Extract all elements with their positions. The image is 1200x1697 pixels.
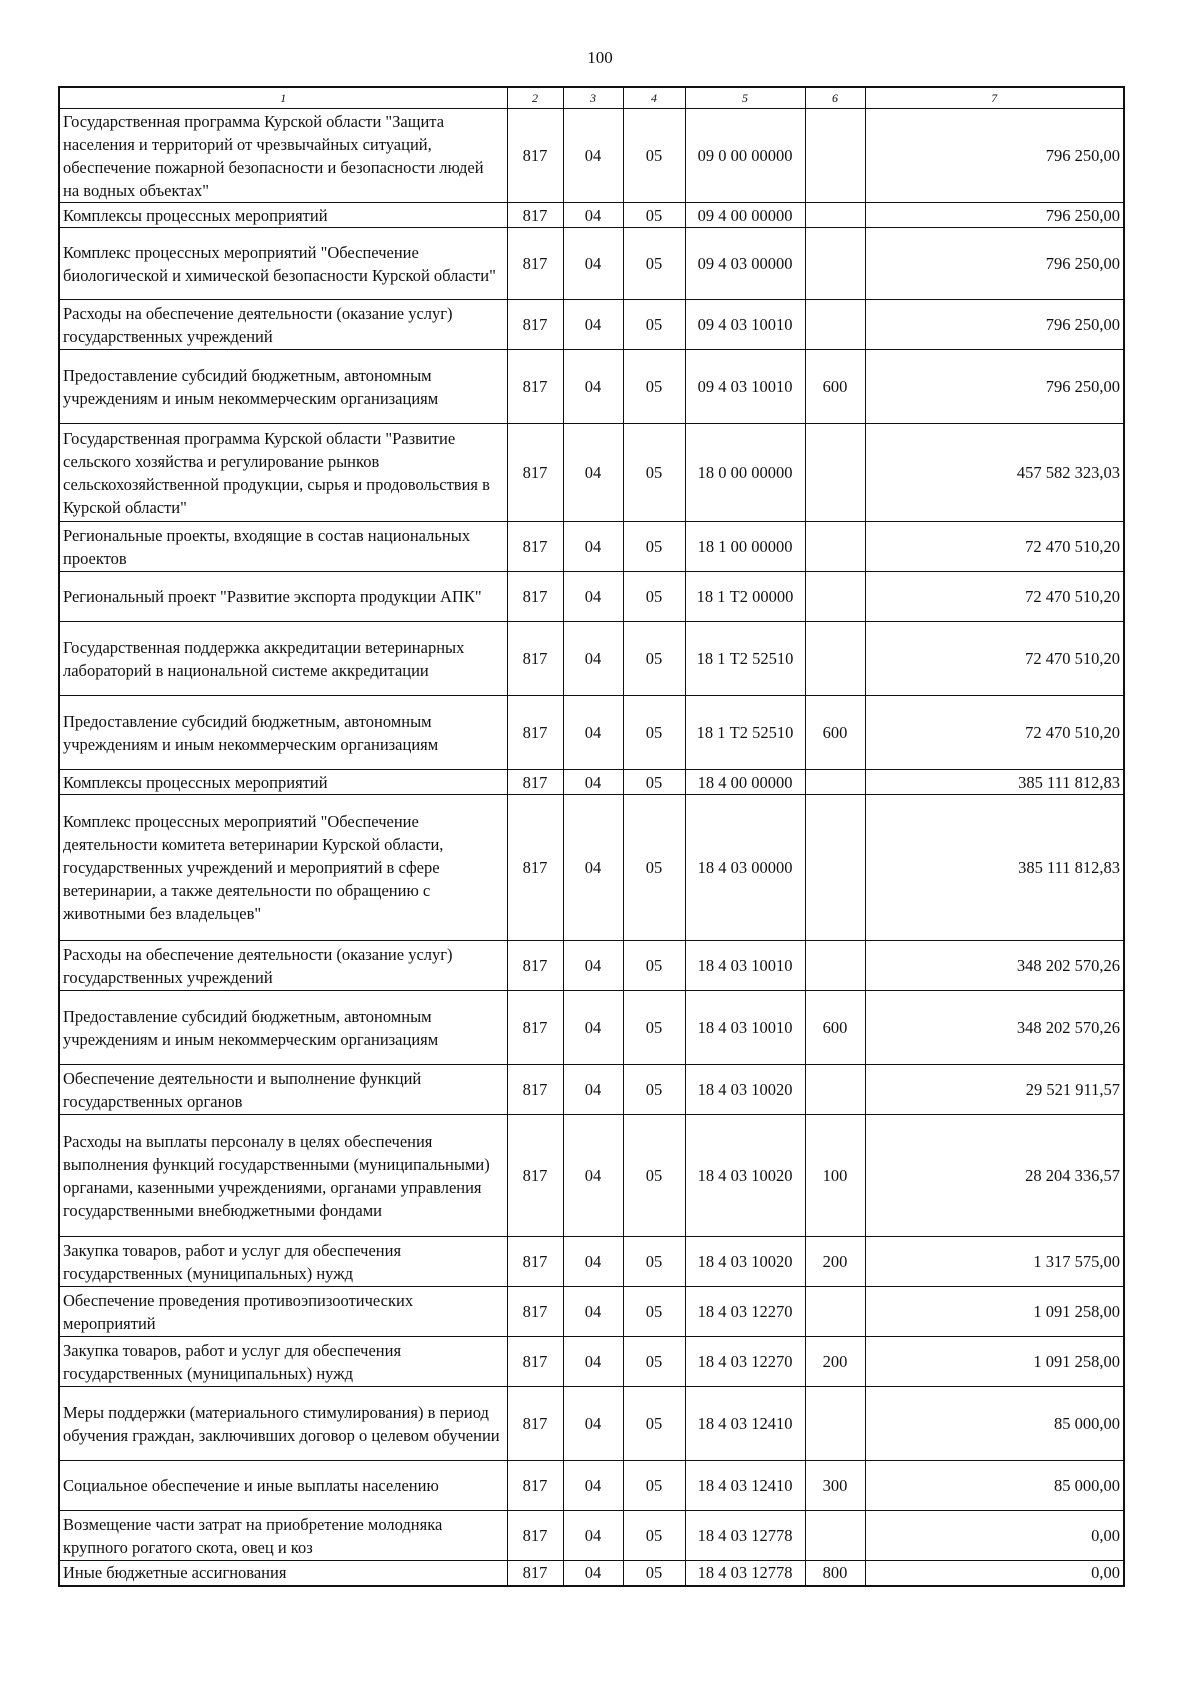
row-name: Предоставление субсидий бюджетным, автономным учреждениям и иным некоммерческим организациям bbox=[59, 350, 507, 424]
row-grbs: 817 bbox=[507, 991, 563, 1065]
row-csr: 18 4 03 00000 bbox=[685, 795, 805, 941]
row-rz: 04 bbox=[563, 1561, 623, 1586]
row-grbs: 817 bbox=[507, 1511, 563, 1561]
row-name: Комплексы процессных мероприятий bbox=[59, 770, 507, 795]
row-name: Возмещение части затрат на приобретение молодняка крупного рогатого скота, овец и коз bbox=[59, 1511, 507, 1561]
row-rz: 04 bbox=[563, 1065, 623, 1115]
row-csr: 18 4 03 10010 bbox=[685, 941, 805, 991]
row-name: Государственная поддержка аккредитации ветеринарных лабораторий в национальной системе аккредитации bbox=[59, 622, 507, 696]
row-pr: 05 bbox=[623, 941, 685, 991]
row-grbs: 817 bbox=[507, 1065, 563, 1115]
row-csr: 18 4 03 12778 bbox=[685, 1561, 805, 1586]
row-vr bbox=[805, 424, 865, 522]
row-rz: 04 bbox=[563, 109, 623, 203]
table-row bbox=[59, 1337, 1124, 1387]
row-grbs: 817 bbox=[507, 622, 563, 696]
row-rz: 04 bbox=[563, 228, 623, 300]
budget-table bbox=[58, 86, 1125, 1587]
row-amount: 0,00 bbox=[865, 1561, 1124, 1586]
row-csr: 18 4 03 12410 bbox=[685, 1387, 805, 1461]
table-row bbox=[59, 1115, 1124, 1237]
header-col-3: 3 bbox=[563, 87, 623, 109]
row-pr: 05 bbox=[623, 1387, 685, 1461]
header-col-7: 7 bbox=[865, 87, 1124, 109]
row-name: Обеспечение деятельности и выполнение функций государственных органов bbox=[59, 1065, 507, 1115]
row-csr: 09 4 03 10010 bbox=[685, 300, 805, 350]
row-name: Предоставление субсидий бюджетным, автономным учреждениям и иным некоммерческим организациям bbox=[59, 991, 507, 1065]
row-csr: 18 1 Т2 52510 bbox=[685, 622, 805, 696]
row-csr: 09 4 00 00000 bbox=[685, 203, 805, 228]
row-vr bbox=[805, 622, 865, 696]
table-row bbox=[59, 572, 1124, 622]
row-pr: 05 bbox=[623, 622, 685, 696]
row-name: Региональный проект "Развитие экспорта продукции АПК" bbox=[59, 572, 507, 622]
row-rz: 04 bbox=[563, 1387, 623, 1461]
row-csr: 18 4 03 10020 bbox=[685, 1115, 805, 1237]
row-pr: 05 bbox=[623, 203, 685, 228]
row-vr bbox=[805, 228, 865, 300]
row-csr: 09 4 03 10010 bbox=[685, 350, 805, 424]
row-name: Меры поддержки (материального стимулирования) в период обучения граждан, заключивших договор о целевом обучении bbox=[59, 1387, 507, 1461]
table-row bbox=[59, 795, 1124, 941]
header-col-1: 1 bbox=[59, 87, 507, 109]
row-grbs: 817 bbox=[507, 203, 563, 228]
row-amount: 72 470 510,20 bbox=[865, 622, 1124, 696]
header-col-6: 6 bbox=[805, 87, 865, 109]
row-rz: 04 bbox=[563, 941, 623, 991]
row-pr: 05 bbox=[623, 228, 685, 300]
row-vr bbox=[805, 203, 865, 228]
row-vr bbox=[805, 1511, 865, 1561]
row-rz: 04 bbox=[563, 1337, 623, 1387]
row-vr bbox=[805, 1387, 865, 1461]
table-row bbox=[59, 424, 1124, 522]
row-vr bbox=[805, 795, 865, 941]
row-name: Закупка товаров, работ и услуг для обеспечения государственных (муниципальных) нужд bbox=[59, 1337, 507, 1387]
row-rz: 04 bbox=[563, 203, 623, 228]
row-csr: 18 4 03 12270 bbox=[685, 1337, 805, 1387]
table-row bbox=[59, 1511, 1124, 1561]
row-amount: 796 250,00 bbox=[865, 109, 1124, 203]
row-vr: 200 bbox=[805, 1237, 865, 1287]
row-name: Обеспечение проведения противоэпизоотических мероприятий bbox=[59, 1287, 507, 1337]
row-name: Государственная программа Курской области "Защита населения и территорий от чрезвычайных ситуаций, обеспечение пожарной безопасности и безопасности людей на водных объектах" bbox=[59, 109, 507, 203]
row-amount: 72 470 510,20 bbox=[865, 572, 1124, 622]
row-name: Комплекс процессных мероприятий "Обеспечение деятельности комитета ветеринарии Курской области, государственных учреждений и мероприятий в сфере ветеринарии, а также деятельности по обращению с животными без владельцев" bbox=[59, 795, 507, 941]
row-name: Расходы на обеспечение деятельности (оказание услуг) государственных учреждений bbox=[59, 941, 507, 991]
row-csr: 18 1 00 00000 bbox=[685, 522, 805, 572]
row-csr: 09 4 03 00000 bbox=[685, 228, 805, 300]
row-amount: 796 250,00 bbox=[865, 228, 1124, 300]
row-amount: 796 250,00 bbox=[865, 203, 1124, 228]
row-csr: 18 4 03 10020 bbox=[685, 1065, 805, 1115]
row-pr: 05 bbox=[623, 1115, 685, 1237]
header-row bbox=[59, 87, 1124, 109]
row-vr bbox=[805, 522, 865, 572]
row-pr: 05 bbox=[623, 109, 685, 203]
row-vr: 200 bbox=[805, 1337, 865, 1387]
row-grbs: 817 bbox=[507, 1115, 563, 1237]
row-grbs: 817 bbox=[507, 572, 563, 622]
table-row bbox=[59, 1461, 1124, 1511]
row-amount: 0,00 bbox=[865, 1511, 1124, 1561]
row-pr: 05 bbox=[623, 522, 685, 572]
row-pr: 05 bbox=[623, 1287, 685, 1337]
row-rz: 04 bbox=[563, 522, 623, 572]
row-amount: 796 250,00 bbox=[865, 350, 1124, 424]
row-name: Государственная программа Курской области "Развитие сельского хозяйства и регулирование рынков сельскохозяйственной продукции, сырья и продовольствия в Курской области" bbox=[59, 424, 507, 522]
row-grbs: 817 bbox=[507, 1287, 563, 1337]
row-csr: 18 4 03 12270 bbox=[685, 1287, 805, 1337]
row-vr bbox=[805, 1287, 865, 1337]
row-pr: 05 bbox=[623, 1561, 685, 1586]
row-vr: 300 bbox=[805, 1461, 865, 1511]
row-csr: 09 0 00 00000 bbox=[685, 109, 805, 203]
table-row bbox=[59, 1387, 1124, 1461]
table-row bbox=[59, 522, 1124, 572]
row-csr: 18 4 03 12410 bbox=[685, 1461, 805, 1511]
row-amount: 85 000,00 bbox=[865, 1387, 1124, 1461]
row-vr bbox=[805, 109, 865, 203]
table-row bbox=[59, 109, 1124, 203]
row-vr: 800 bbox=[805, 1561, 865, 1586]
row-amount: 385 111 812,83 bbox=[865, 795, 1124, 941]
row-name: Иные бюджетные ассигнования bbox=[59, 1561, 507, 1586]
row-csr: 18 4 03 10010 bbox=[685, 991, 805, 1065]
table-row bbox=[59, 1065, 1124, 1115]
row-csr: 18 4 00 00000 bbox=[685, 770, 805, 795]
row-name: Расходы на обеспечение деятельности (оказание услуг) государственных учреждений bbox=[59, 300, 507, 350]
row-name: Региональные проекты, входящие в состав национальных проектов bbox=[59, 522, 507, 572]
row-rz: 04 bbox=[563, 1287, 623, 1337]
row-grbs: 817 bbox=[507, 350, 563, 424]
row-vr: 600 bbox=[805, 350, 865, 424]
row-pr: 05 bbox=[623, 300, 685, 350]
row-csr: 18 4 03 10020 bbox=[685, 1237, 805, 1287]
row-amount: 348 202 570,26 bbox=[865, 941, 1124, 991]
row-rz: 04 bbox=[563, 770, 623, 795]
row-grbs: 817 bbox=[507, 1461, 563, 1511]
row-vr bbox=[805, 572, 865, 622]
row-amount: 457 582 323,03 bbox=[865, 424, 1124, 522]
row-vr: 600 bbox=[805, 991, 865, 1065]
row-name: Комплексы процессных мероприятий bbox=[59, 203, 507, 228]
row-grbs: 817 bbox=[507, 770, 563, 795]
row-amount: 28 204 336,57 bbox=[865, 1115, 1124, 1237]
row-name: Предоставление субсидий бюджетным, автономным учреждениям и иным некоммерческим организациям bbox=[59, 696, 507, 770]
table-row bbox=[59, 1287, 1124, 1337]
row-csr: 18 4 03 12778 bbox=[685, 1511, 805, 1561]
table-row bbox=[59, 696, 1124, 770]
row-csr: 18 0 00 00000 bbox=[685, 424, 805, 522]
row-rz: 04 bbox=[563, 1461, 623, 1511]
row-pr: 05 bbox=[623, 770, 685, 795]
row-rz: 04 bbox=[563, 572, 623, 622]
row-grbs: 817 bbox=[507, 1387, 563, 1461]
row-rz: 04 bbox=[563, 1237, 623, 1287]
row-grbs: 817 bbox=[507, 941, 563, 991]
row-rz: 04 bbox=[563, 424, 623, 522]
table-row bbox=[59, 300, 1124, 350]
table-row bbox=[59, 1237, 1124, 1287]
row-vr bbox=[805, 1065, 865, 1115]
table-row bbox=[59, 622, 1124, 696]
row-pr: 05 bbox=[623, 1065, 685, 1115]
row-rz: 04 bbox=[563, 300, 623, 350]
row-grbs: 817 bbox=[507, 696, 563, 770]
row-vr: 600 bbox=[805, 696, 865, 770]
row-grbs: 817 bbox=[507, 1237, 563, 1287]
row-rz: 04 bbox=[563, 622, 623, 696]
row-vr bbox=[805, 941, 865, 991]
row-name: Социальное обеспечение и иные выплаты населению bbox=[59, 1461, 507, 1511]
row-vr bbox=[805, 300, 865, 350]
row-rz: 04 bbox=[563, 1115, 623, 1237]
row-csr: 18 1 Т2 52510 bbox=[685, 696, 805, 770]
page-number: 100 bbox=[587, 48, 613, 67]
row-pr: 05 bbox=[623, 1511, 685, 1561]
row-grbs: 817 bbox=[507, 522, 563, 572]
header-col-5: 5 bbox=[685, 87, 805, 109]
row-amount: 72 470 510,20 bbox=[865, 696, 1124, 770]
row-amount: 348 202 570,26 bbox=[865, 991, 1124, 1065]
table-row bbox=[59, 228, 1124, 300]
row-pr: 05 bbox=[623, 991, 685, 1065]
row-pr: 05 bbox=[623, 350, 685, 424]
row-pr: 05 bbox=[623, 696, 685, 770]
row-grbs: 817 bbox=[507, 109, 563, 203]
row-vr: 100 bbox=[805, 1115, 865, 1237]
row-amount: 85 000,00 bbox=[865, 1461, 1124, 1511]
table-row bbox=[59, 203, 1124, 228]
row-amount: 1 317 575,00 bbox=[865, 1237, 1124, 1287]
row-rz: 04 bbox=[563, 795, 623, 941]
row-grbs: 817 bbox=[507, 300, 563, 350]
row-amount: 1 091 258,00 bbox=[865, 1287, 1124, 1337]
header-col-2: 2 bbox=[507, 87, 563, 109]
row-csr: 18 1 Т2 00000 bbox=[685, 572, 805, 622]
row-name: Комплекс процессных мероприятий "Обеспечение биологической и химической безопасности Курской области" bbox=[59, 228, 507, 300]
row-vr bbox=[805, 770, 865, 795]
table-row bbox=[59, 991, 1124, 1065]
row-name: Расходы на выплаты персоналу в целях обеспечения выполнения функций государственными (муниципальными) органами, казенными учреждениями, органами управления государственными внебюджетными фондами bbox=[59, 1115, 507, 1237]
row-amount: 29 521 911,57 bbox=[865, 1065, 1124, 1115]
table-row bbox=[59, 350, 1124, 424]
row-pr: 05 bbox=[623, 424, 685, 522]
row-grbs: 817 bbox=[507, 228, 563, 300]
row-amount: 796 250,00 bbox=[865, 300, 1124, 350]
row-grbs: 817 bbox=[507, 1337, 563, 1387]
row-amount: 385 111 812,83 bbox=[865, 770, 1124, 795]
row-amount: 72 470 510,20 bbox=[865, 522, 1124, 572]
row-amount: 1 091 258,00 bbox=[865, 1337, 1124, 1387]
row-pr: 05 bbox=[623, 1237, 685, 1287]
row-rz: 04 bbox=[563, 696, 623, 770]
header-col-4: 4 bbox=[623, 87, 685, 109]
row-name: Закупка товаров, работ и услуг для обеспечения государственных (муниципальных) нужд bbox=[59, 1237, 507, 1287]
row-pr: 05 bbox=[623, 795, 685, 941]
table-row bbox=[59, 1561, 1124, 1586]
table-row bbox=[59, 941, 1124, 991]
row-pr: 05 bbox=[623, 1461, 685, 1511]
row-grbs: 817 bbox=[507, 795, 563, 941]
row-rz: 04 bbox=[563, 1511, 623, 1561]
row-rz: 04 bbox=[563, 350, 623, 424]
table-row bbox=[59, 770, 1124, 795]
row-pr: 05 bbox=[623, 1337, 685, 1387]
row-grbs: 817 bbox=[507, 424, 563, 522]
row-pr: 05 bbox=[623, 572, 685, 622]
row-grbs: 817 bbox=[507, 1561, 563, 1586]
row-rz: 04 bbox=[563, 991, 623, 1065]
